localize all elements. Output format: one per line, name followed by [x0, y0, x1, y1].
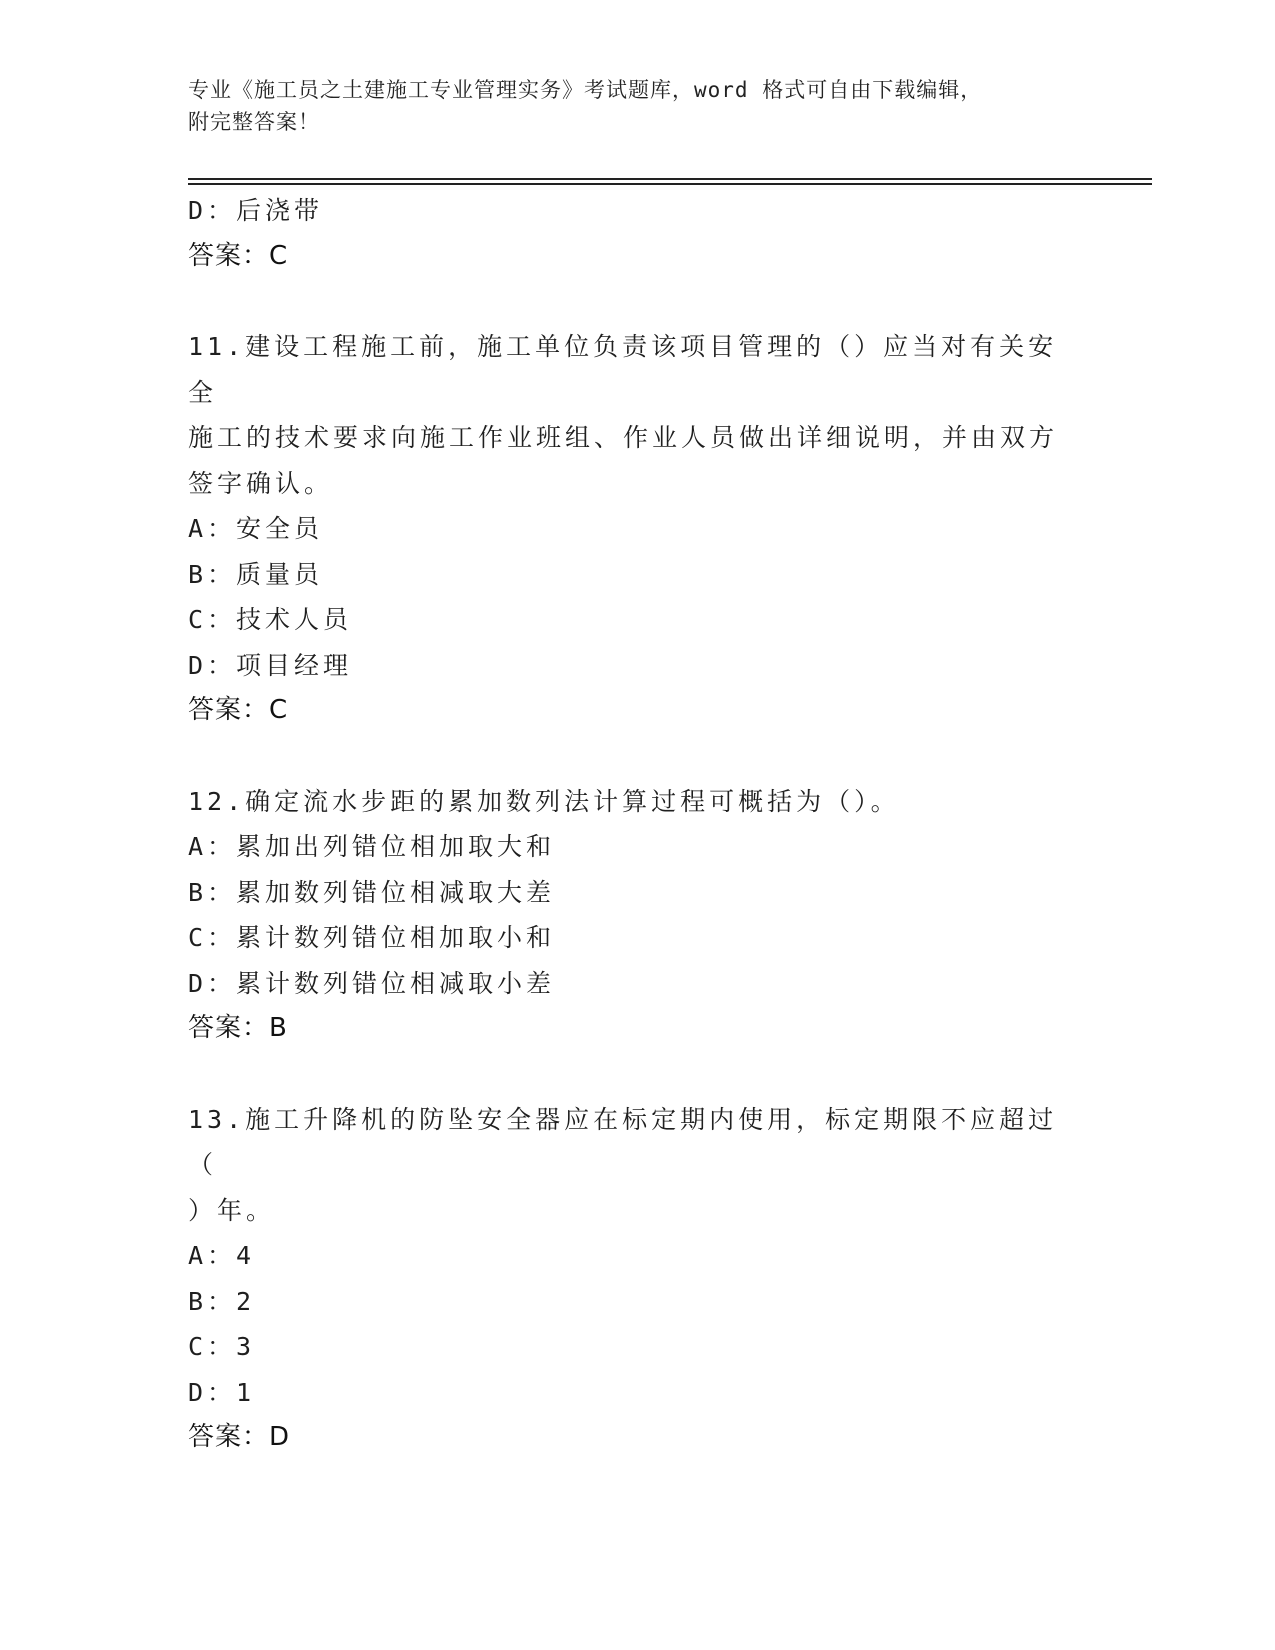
header-line-2: 附完整答案！	[188, 110, 320, 134]
option-d: D：后浇带	[188, 196, 324, 225]
option-b: B：累加数列错位相减取大差	[188, 877, 556, 907]
option-d: D：项目经理	[188, 650, 353, 680]
option-b: B：质量员	[188, 559, 324, 589]
spacer	[188, 279, 1088, 324]
option-c: C：累计数列错位相加取小和	[188, 923, 556, 952]
answer-line: 答案：B	[188, 1013, 288, 1043]
option-a: A：累加出列错位相加取大和	[188, 832, 556, 861]
question-block	[188, 1097, 1088, 1461]
option-c: C：技术人员	[188, 605, 353, 634]
question-line: 签字确认。	[188, 468, 334, 498]
question-block	[188, 779, 1088, 1052]
question-text	[188, 1097, 1068, 1234]
option-c: C：3	[188, 1332, 256, 1361]
header-rule-bottom	[188, 183, 1152, 185]
option-b: B：2	[188, 1286, 256, 1316]
question-text	[188, 779, 1068, 825]
document-header	[188, 74, 1078, 138]
question-block	[188, 324, 1088, 734]
option-d: D：累计数列错位相减取小差	[188, 968, 556, 998]
question-text	[188, 324, 1068, 506]
header-rule-top	[188, 178, 1152, 180]
document-body	[188, 188, 1088, 1461]
question-line: 12.确定流水步距的累加数列法计算过程可概括为（）。	[188, 786, 900, 816]
question-line: 13.施工升降机的防坠安全器应在标定期内使用，标定期限不应超过（	[188, 1104, 1058, 1179]
question-line: ）年。	[188, 1195, 276, 1225]
option-a: A：4	[188, 1241, 256, 1270]
spacer	[188, 1052, 1088, 1097]
header-line-1: 专业《施工员之土建施工专业管理实务》考试题库，word 格式可自由下载编辑，	[188, 78, 983, 102]
answer-line: 答案：D	[188, 1422, 291, 1452]
option-d: D：1	[188, 1377, 256, 1407]
spacer	[188, 734, 1088, 779]
answer-line: 答案：C	[188, 240, 289, 271]
question-line: 11.建设工程施工前，施工单位负责该项目管理的（）应当对有关安全	[188, 332, 1058, 407]
option-a: A：安全员	[188, 514, 324, 543]
question-line: 施工的技术要求向施工作业班组、作业人员做出详细说明，并由双方	[188, 423, 1059, 452]
answer-line: 答案：C	[188, 695, 289, 725]
